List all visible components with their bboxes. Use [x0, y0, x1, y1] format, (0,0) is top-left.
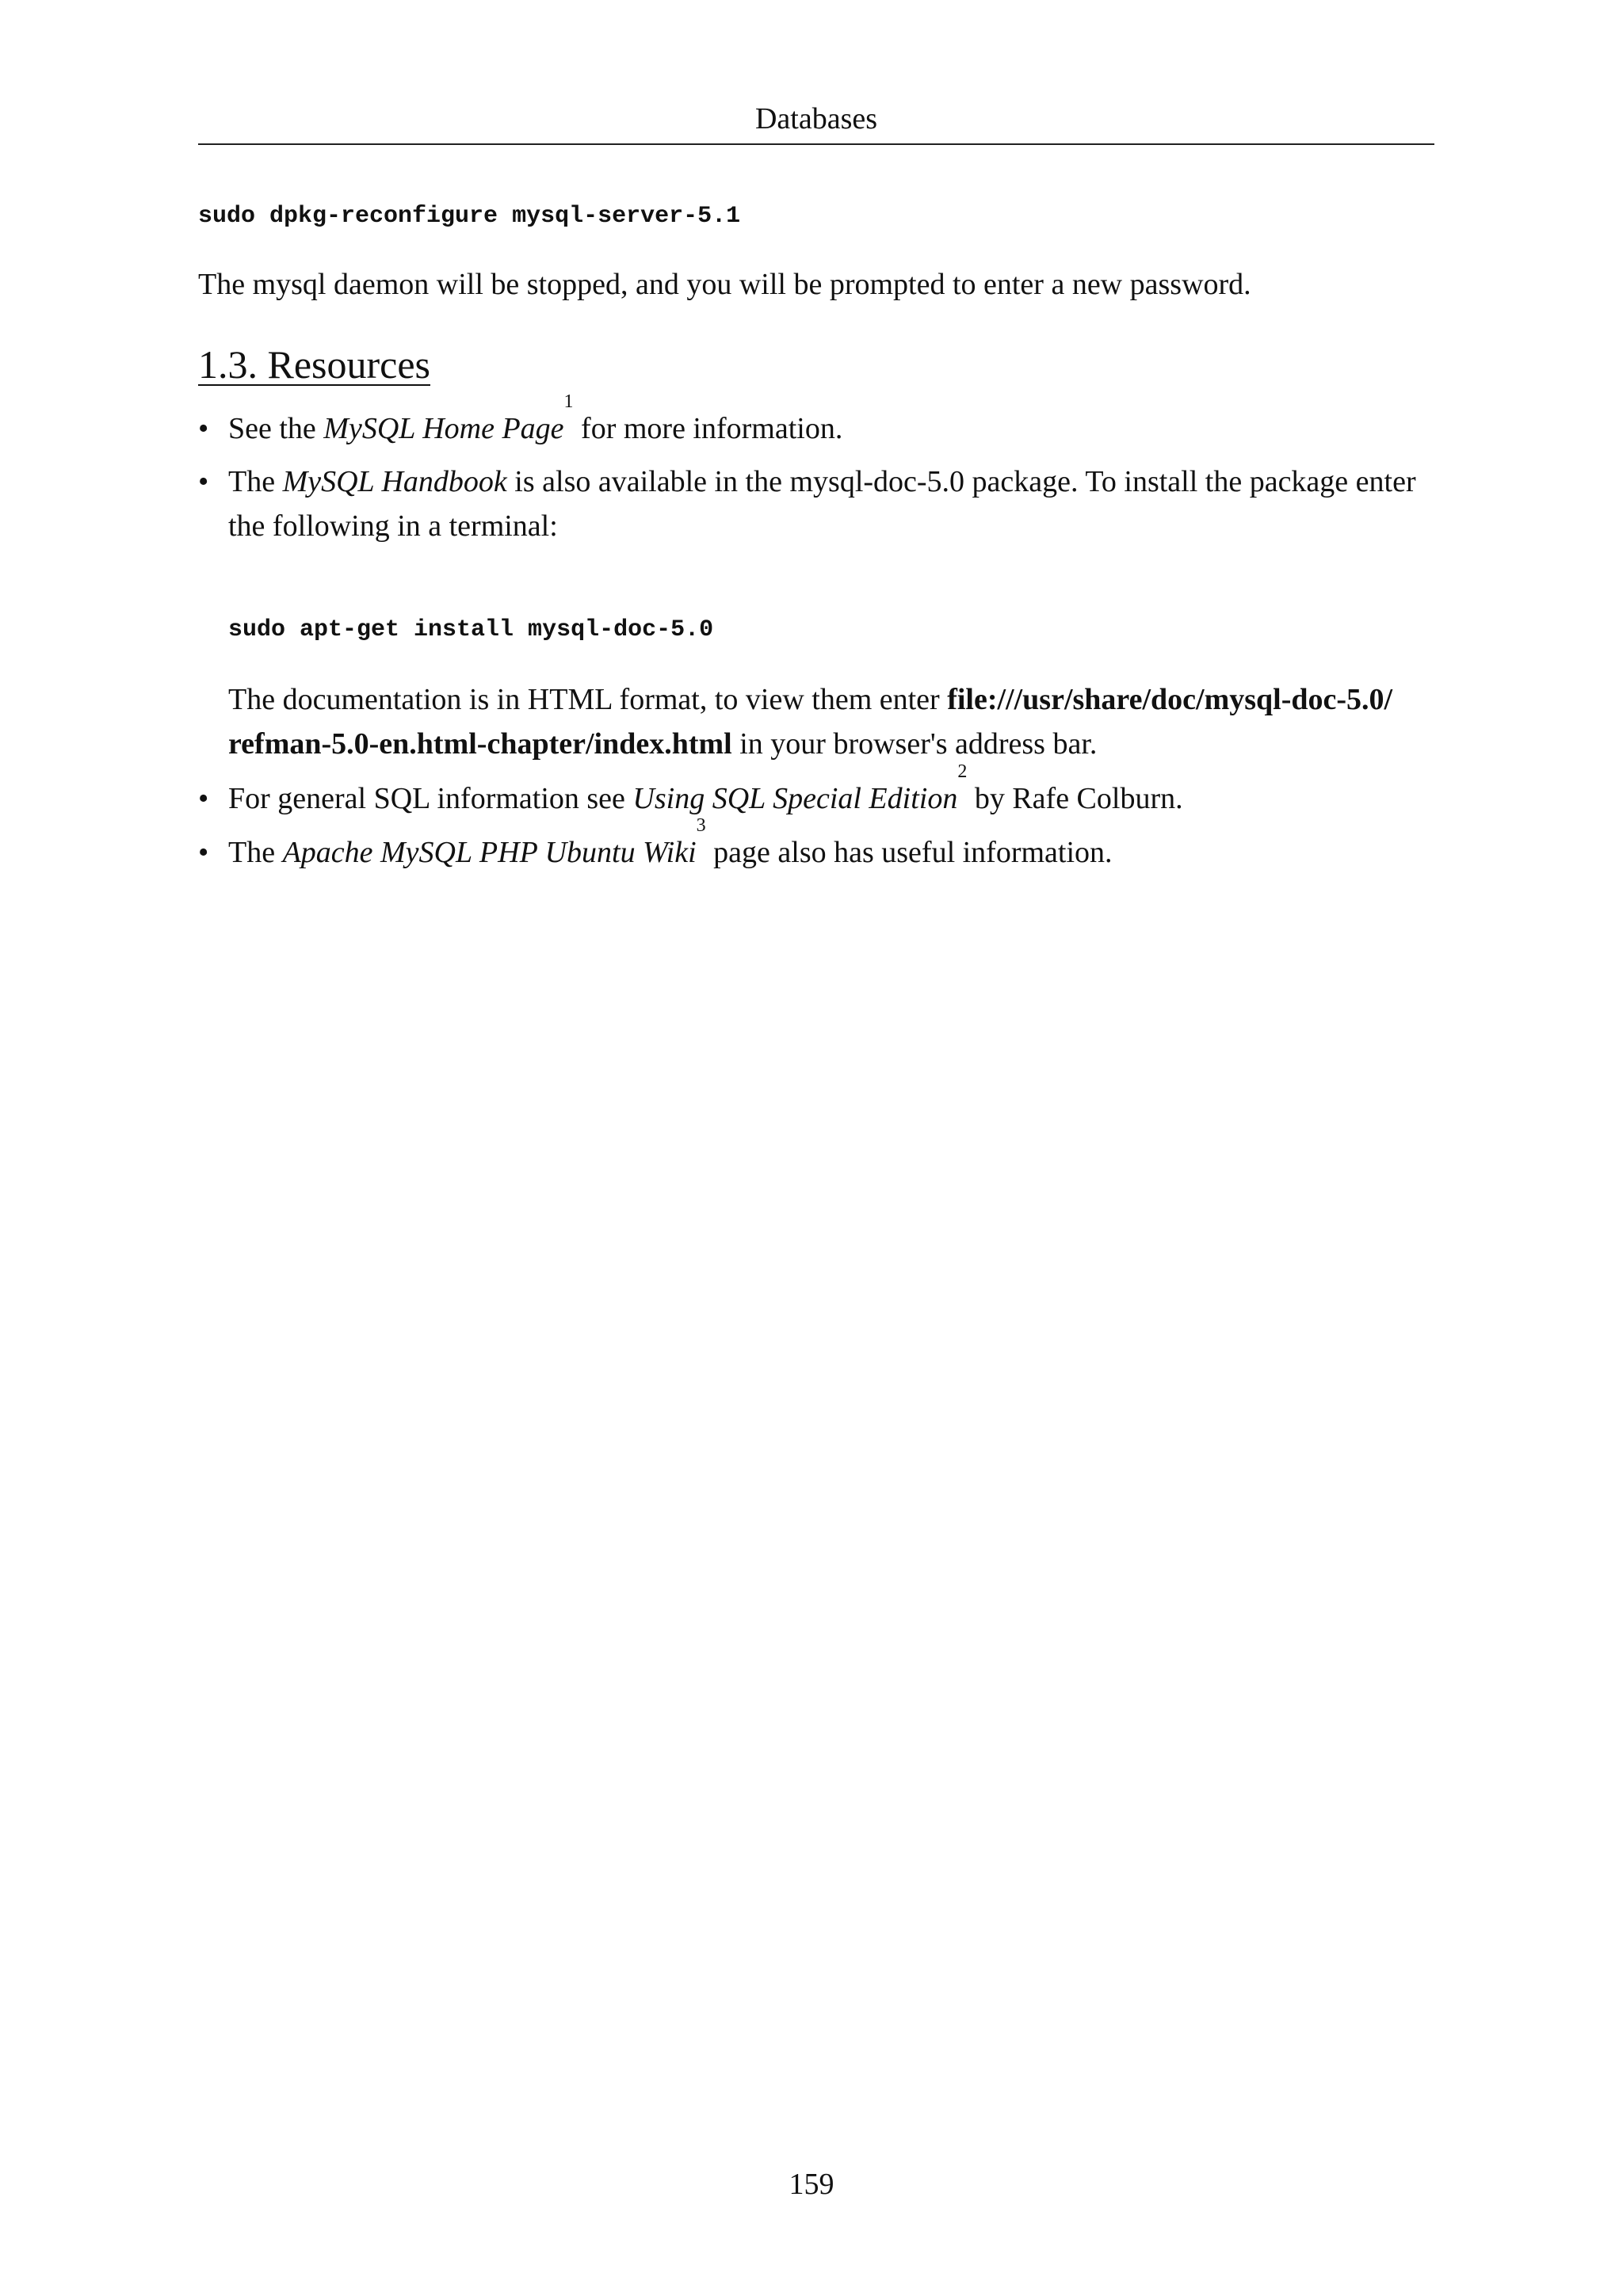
using-sql-link[interactable]: Using SQL Special Edition [632, 782, 958, 815]
item-text: in your browser's address bar. [731, 727, 1098, 761]
item-text: for more information. [573, 412, 843, 445]
item-text: See the [228, 412, 324, 445]
bullet-marker: • [198, 412, 209, 445]
running-header: Databases [754, 102, 878, 135]
bullet-marker: • [198, 836, 209, 869]
footnote-marker[interactable]: 3 [696, 815, 706, 836]
bullet-marker: • [198, 782, 209, 815]
mysql-handbook-title: MySQL Handbook [282, 465, 507, 498]
mysql-home-page-link[interactable]: MySQL Home Page [323, 412, 564, 445]
item-text: The [228, 465, 283, 498]
list-item-mysql-home [228, 391, 1441, 451]
list-item-continuation: the following in a terminal: [228, 509, 558, 543]
item-text: by Rafe Colburn. [967, 782, 1183, 815]
footnote-marker[interactable]: 2 [957, 761, 968, 782]
section-heading: 1.3. Resources [198, 342, 430, 387]
item-text: is also available in the mysql-doc-5.0 package. To install the package enter [506, 465, 1416, 498]
list-item-ubuntu-wiki [228, 815, 1441, 875]
doc-path: refman-5.0-en.html-chapter/index.html [228, 727, 732, 761]
item-text: The documentation is in HTML format, to view them enter [228, 683, 948, 716]
ubuntu-wiki-link[interactable]: Apache MySQL PHP Ubuntu Wiki [282, 836, 697, 869]
item-text: The [228, 836, 283, 869]
item-text: page also has useful information. [705, 836, 1113, 869]
documentation-note [228, 677, 1441, 722]
list-item-mysql-handbook [228, 460, 1441, 504]
header-divider [198, 143, 1434, 145]
code-command-reconfigure: sudo dpkg-reconfigure mysql-server-5.1 [198, 203, 741, 230]
documentation-note-continuation [228, 722, 1441, 766]
intro-paragraph: The mysql daemon will be stopped, and you will be prompted to enter a new password. [198, 268, 1251, 301]
page-number: 159 [789, 2168, 834, 2201]
item-text: For general SQL information see [228, 782, 633, 815]
bullet-marker: • [198, 465, 209, 498]
doc-path: file:///usr/share/doc/mysql-doc-5.0/ [947, 683, 1393, 716]
code-command-install-doc: sudo apt-get install mysql-doc-5.0 [228, 616, 714, 643]
list-item-sql-info [228, 761, 1441, 821]
footnote-marker[interactable]: 1 [563, 391, 574, 412]
